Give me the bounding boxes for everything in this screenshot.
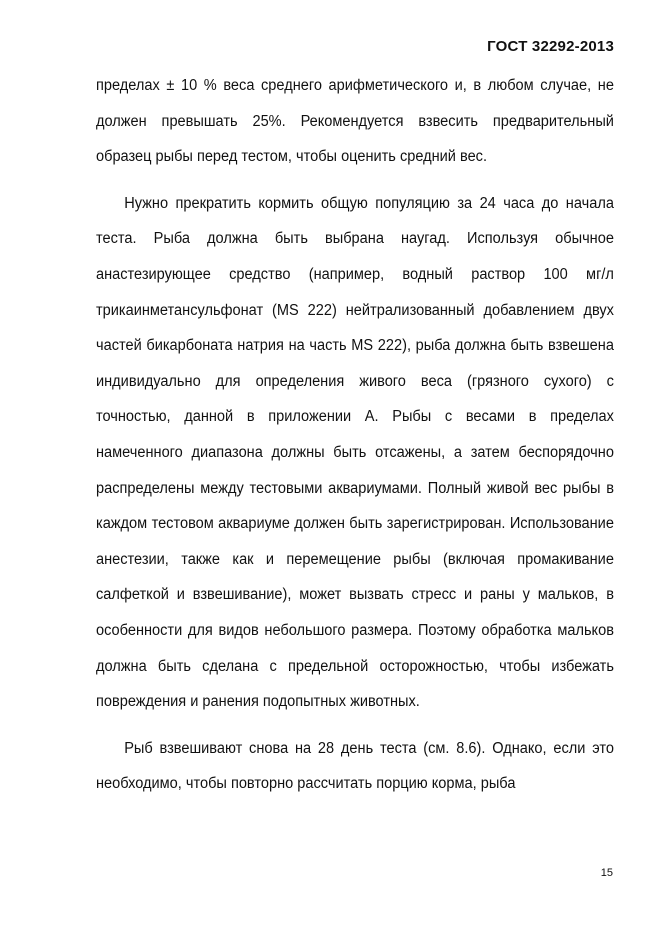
document-id-header: ГОСТ 32292-2013: [487, 38, 614, 55]
paragraph-reweighing: Рыб взвешивают снова на 28 день теста (см. 8.6). Однако, если это необходимо, чтобы повторно рассчитать порцию корма, рыба: [96, 739, 614, 793]
document-body: [96, 68, 614, 802]
page-number: 15: [600, 867, 613, 879]
paragraph-fish-preparation: Нужно прекратить кормить общую популяцию за 24 часа до начала теста. Рыба должна быть выбрана наугад. Используя обычное анастезирующее средство (например, водный раствор 100 мг/л трикаинметансульфонат (MS 222) нейтрализованный добавлением двух частей бикарбоната натрия на часть MS 222), рыба должна быть взвешена индивидуально для определения живого веса (грязного сухого) с точностью, данной в приложении А. Рыбы с весами в пределах намеченного диапазона должны быть отсажены, а затем беспорядочно распределены между тестовыми аквариумами. Полный живой вес рыбы в каждом тестовом аквариуме должен быть зарегистрирован. Использование анестезии, также как и перемещение рыбы (включая промакивание салфеткой и взвешивание), может вызвать стресс и раны у мальков, в особенности для видов небольшого размера. Поэтому обработка мальков должна быть сделана с предельной осторожностью, чтобы избежать повреждения и ранения подопытных животных.: [96, 194, 614, 711]
paragraph-continued: пределах ± 10 % веса среднего арифметического и, в любом случае, не должен превышать 25%. Рекомендуется взвесить предварительный образец рыбы перед тестом, чтобы оценить средний вес.: [96, 77, 614, 166]
